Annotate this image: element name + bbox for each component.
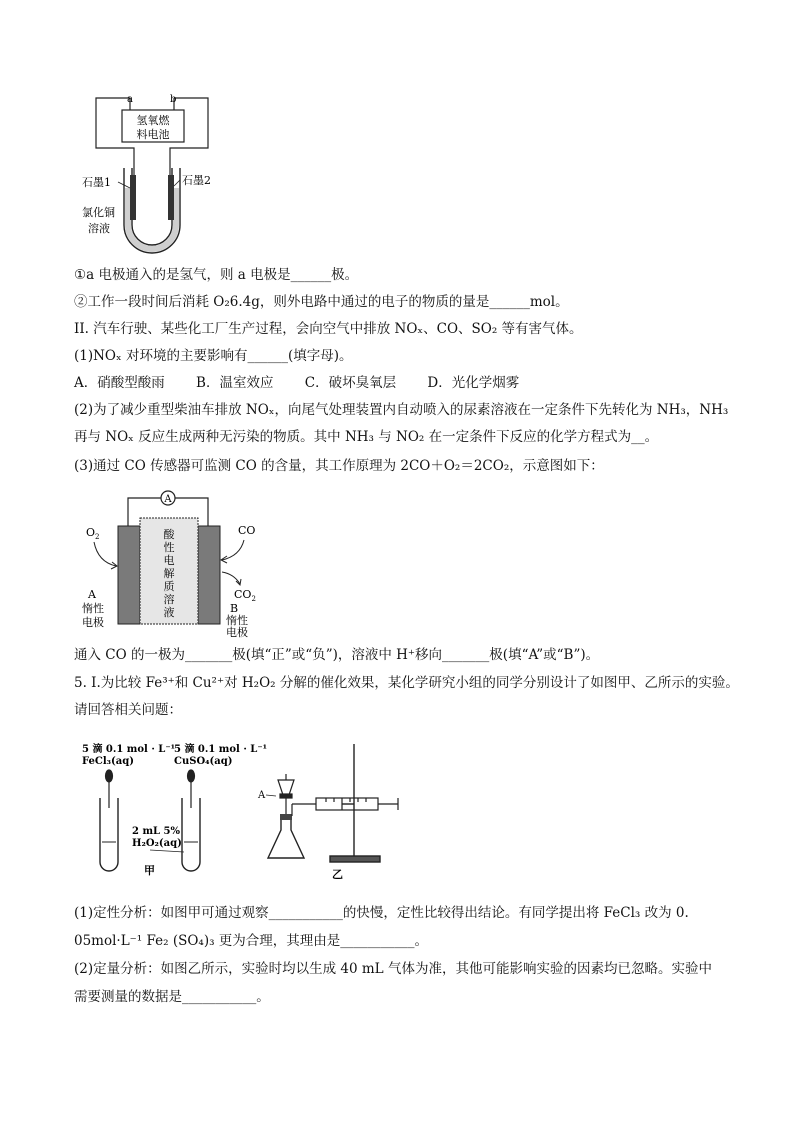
svg-text:酸: 酸 xyxy=(163,528,175,541)
svg-text:B: B xyxy=(230,602,239,615)
question-line: (2)为了减少重型柴油车排放 NOₓ，向尾气处理装置内自动喷入的尿素溶液在一定条件下先转化为 NH₃，NH₃ xyxy=(74,402,729,418)
electrode-1-label: 石墨1 xyxy=(82,176,111,189)
electrolyte-label xyxy=(164,527,176,619)
label-jia: 甲 xyxy=(144,864,155,877)
electrode-2-label: 石墨2 xyxy=(182,174,211,187)
cell-label-2: 料电池 xyxy=(136,128,170,141)
question-line: (2)定量分析：如图乙所示，实验时均以生成 40 mL 气体为准，其他可能影响实验的因素均已忽略。实验中 xyxy=(74,961,712,977)
electrode-1 xyxy=(130,175,136,220)
label-a-funnel: A xyxy=(258,790,266,801)
question-line: ①a 电极通入的是氢气，则 a 电极是______极。 xyxy=(74,267,359,283)
question-line: 通入 CO 的一极为_______极(填“正”或“负”)，溶液中 H⁺移向_______极(填“A”或“B”)。 xyxy=(74,647,600,663)
test-tube-left xyxy=(100,798,118,871)
reagent-right-1: 5 滴 0.1 mol · L⁻¹ xyxy=(174,744,267,755)
reagent-right-2: CuSO₄(aq) xyxy=(174,756,233,767)
solution-label-2: 溶液 xyxy=(88,222,110,235)
electrode-a-label xyxy=(82,588,104,629)
electrode-b xyxy=(198,526,220,624)
dropper-right xyxy=(188,770,195,808)
question-line: (3)通过 CO 传感器可监测 CO 的含量，其工作原理为 2CO＋O₂＝2CO₂，示意图如下： xyxy=(74,458,604,474)
dropper-left xyxy=(106,770,113,808)
electrolysis-figure xyxy=(80,90,230,260)
co-sensor-figure xyxy=(80,488,280,638)
ammeter-label: A xyxy=(164,494,172,505)
syringe xyxy=(316,798,398,810)
co-label: CO xyxy=(238,524,256,537)
label-yi: 乙 xyxy=(332,868,343,881)
electrode-a xyxy=(118,526,140,624)
svg-text:惰性: 惰性 xyxy=(82,602,104,615)
svg-text:电极: 电极 xyxy=(226,626,248,638)
svg-text:电极: 电极 xyxy=(82,616,104,629)
electrode-2 xyxy=(168,175,174,220)
svg-text:液: 液 xyxy=(163,606,175,619)
question-line: ②工作一段时间后消耗 O₂6.4g，则外电路中通过的电子的物质的量是______mol。 xyxy=(74,294,569,310)
question-line: 需要测量的数据是___________。 xyxy=(74,989,270,1005)
h2o2-label-2: H₂O₂(aq) xyxy=(132,838,182,849)
svg-text:溶: 溶 xyxy=(163,593,175,606)
options-line: A．硝酸型酸雨 B．温室效应 C．破坏臭氧层 D．光化学烟雾 xyxy=(74,375,520,391)
electrode-b-label xyxy=(226,602,248,638)
svg-text:质: 质 xyxy=(163,580,175,593)
section-heading: II. 汽车行驶、某些化工厂生产过程，会向空气中排放 NOₓ、CO、SO₂ 等有害气体。 xyxy=(74,321,583,337)
question-line: 请回答相关问题： xyxy=(74,702,182,718)
catalysis-figure xyxy=(80,740,420,890)
question-line: 05mol·L⁻¹ Fe₂ (SO₄)₃ 更为合理，其理由是___________。 xyxy=(74,933,429,949)
o2-label: $O_2$ xyxy=(86,526,100,541)
question-line: (1)定性分析：如图甲可通过观察___________的快慢，定性比较得出结论。有同学提出将 FeCl₃ 改为 0. xyxy=(74,905,689,921)
label-a: a xyxy=(127,94,133,105)
svg-text:惰性: 惰性 xyxy=(226,614,248,627)
svg-text:电: 电 xyxy=(163,554,175,567)
reagent-left-2: FeCl₃(aq) xyxy=(82,756,134,767)
cell-label-1: 氢氧燃 xyxy=(136,114,170,127)
question-line: 5. I.为比较 Fe³⁺和 Cu²⁺对 H₂O₂ 分解的催化效果，某化学研究小组的同学分别设计了如图甲、乙所示的实验。 xyxy=(74,675,739,691)
question-line: (1)NOₓ 对环境的主要影响有______(填字母)。 xyxy=(74,348,353,364)
label-b: b xyxy=(170,94,177,105)
conical-flask xyxy=(268,816,304,858)
solution-label-1: 氯化铜 xyxy=(82,206,115,219)
test-tube-right xyxy=(182,798,200,871)
svg-text:解: 解 xyxy=(163,567,175,580)
svg-text:性: 性 xyxy=(163,541,175,554)
reagent-left-1: 5 滴 0.1 mol · L⁻¹ xyxy=(82,744,175,755)
co2-label: $CO_2$ xyxy=(234,588,256,603)
question-line: 再与 NOₓ 反应生成两种无污染的物质。其中 NH₃ 与 NO₂ 在一定条件下反应的化学方程式为__。 xyxy=(74,429,659,445)
h2o2-label-1: 2 mL 5% xyxy=(132,826,180,837)
svg-text:A: A xyxy=(88,588,96,601)
